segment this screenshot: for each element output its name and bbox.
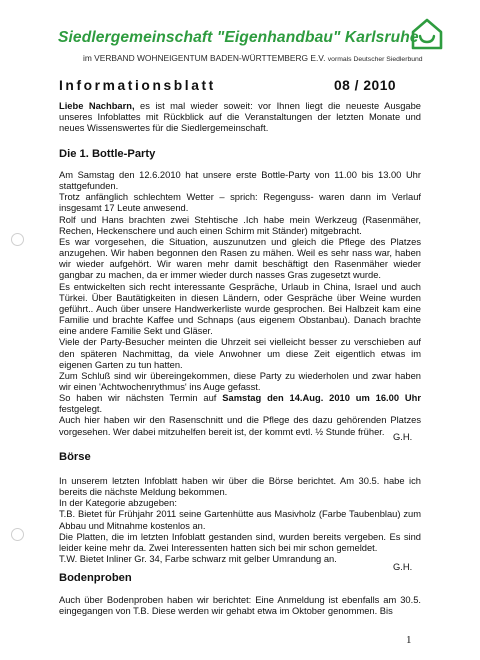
page-number: 1 — [406, 634, 412, 646]
paragraph: T.B. Bietet für Frühjahr 2011 seine Gartenhütte aus Masivholz (Farbe Taubenblau) zum Abbau und Mitnahme kostenlos an. — [59, 509, 421, 531]
paragraph: Zum Schluß sind wir übereingekommen, diese Party zu wiederholen und zwar haben wir einen 'Achtwochenrythmus' ins Auge gefasst. — [59, 370, 421, 392]
section-body-bottle-party — [59, 170, 421, 438]
paragraph: Viele der Party-Besucher meinten die Uhrzeit sei vielleicht besser zu verschieben auf den späteren Nachmittag, da viele Anwohner um diese Zeit eigentlich etwas im eigenen Garten zu tun hatten. — [59, 337, 421, 370]
paragraph: Auch hier haben wir den Rasenschnitt und die Pflege des dazu gehörenden Platzes vorgesehen. Wer dabei mitzuhelfen bereit ist, der kommt evtl. ½ Stunde früher. — [59, 415, 421, 437]
text: festgelegt. — [59, 404, 103, 415]
association-name: im VERBAND WOHNEIGENTUM BADEN-WÜRTTEMBERG E.V. — [83, 53, 326, 63]
section-heading-bottle-party: Die 1. Bottle-Party — [59, 148, 156, 160]
issue-number: 08 / 2010 — [334, 78, 397, 93]
paragraph — [59, 393, 421, 415]
punch-hole — [11, 233, 24, 246]
next-date: Samstag den 14.Aug. 2010 um 16.00 Uhr — [222, 393, 421, 404]
paragraph: In der Kategorie abzugeben: — [59, 498, 177, 509]
paragraph: Es war vorgesehen, die Situation, auszunutzen und gleich die Pflege des Platzes anzugehen. Wir haben begonnen den Rasen zu mähen. Weil es sehr nass war, haben wir wieder aufgehört. Wir waren mehr damit beschäftigt den Rasenmäher wieder gangbar zu machen, da er immer wieder durch nasses Gras zugesetzt wurde. — [59, 236, 421, 281]
intro-text: es ist mal wieder soweit: vor Ihnen liegt die neueste Ausgabe unseres Infoblattes mit Rückblick auf die Veranstaltungen der letzten Monate und neues Wissenswertes für die Siedlergemeinschaft. — [59, 101, 421, 134]
text: So haben wir nächsten Termin auf — [59, 393, 223, 404]
salutation: Liebe Nachbarn, — [59, 101, 135, 111]
section-body-bodenproben — [59, 595, 421, 617]
paragraph: Auch über Bodenproben haben wir berichtet: Eine Anmeldung ist ebenfalls am 30.5. eingegangen von T.B. Diese werden wir gehabt etwa im Oktober genommen. Bis — [59, 595, 421, 617]
section-heading-bodenproben: Bodenproben — [59, 572, 132, 584]
paragraph: In unserem letzten Infoblatt haben wir über die Börse berichtet. Am 30.5. habe ich bereits die nächste Meldung bekommen. — [59, 476, 421, 498]
paragraph: Die Platten, die im letzten Infoblatt gestanden sind, wurden bereits vergeben. Es sind leider keine mehr da. Zwei Interessenten hatten sich bei mir schon gemeldet. — [59, 531, 421, 553]
org-subline — [83, 53, 475, 63]
section-heading-boerse: Börse — [59, 451, 91, 463]
paragraph: Trotz anfänglich schlechtem Wetter – sprich: Regenguss- waren dann im Verlauf insgesamt 17 Leute anwesend. — [59, 192, 421, 214]
paragraph: Es entwickelten sich recht interessante Gespräche, Urlaub in China, Israel und auch Türkei. Über Bautätigkeiten in diesen Ländern, oder Gespräche über Weine wurden geführt.. Auch über unsere Handwerkerliste wurde gesprochen. Bei Halbzeit kam eine Familie und brachte Kaffee und Schnaps (aus eigenem Obstanbau). Danach brachte eine andere Familie Sekt und Gläser. — [59, 281, 421, 337]
paragraph: Rolf und Hans brachten zwei Stehtische .Ich habe mein Werkzeug (Rasenmäher, Rechen, Heckenschere und auch einen Schirm mit Ständer) mitgebracht. — [59, 214, 421, 236]
signature: G.H. — [393, 562, 413, 572]
signature: G.H. — [393, 432, 413, 442]
paragraph: T.W. Bietet Inliner Gr. 34, Farbe schwarz mit gelber Umrandung an. — [59, 554, 337, 565]
section-body-boerse — [59, 476, 421, 565]
punch-hole — [11, 528, 24, 541]
org-name: Siedlergemeinschaft "Eigenhandbau" Karlsruhe — [58, 29, 419, 46]
former-name: vormals Deutscher Siedlerbund — [327, 56, 423, 63]
intro-paragraph — [59, 101, 421, 134]
doc-title: Informationsblatt — [59, 78, 216, 93]
paragraph: Am Samstag den 12.6.2010 hat unsere erste Bottle-Party von 11.00 bis 13.00 Uhr stattgefunden. — [59, 170, 421, 192]
